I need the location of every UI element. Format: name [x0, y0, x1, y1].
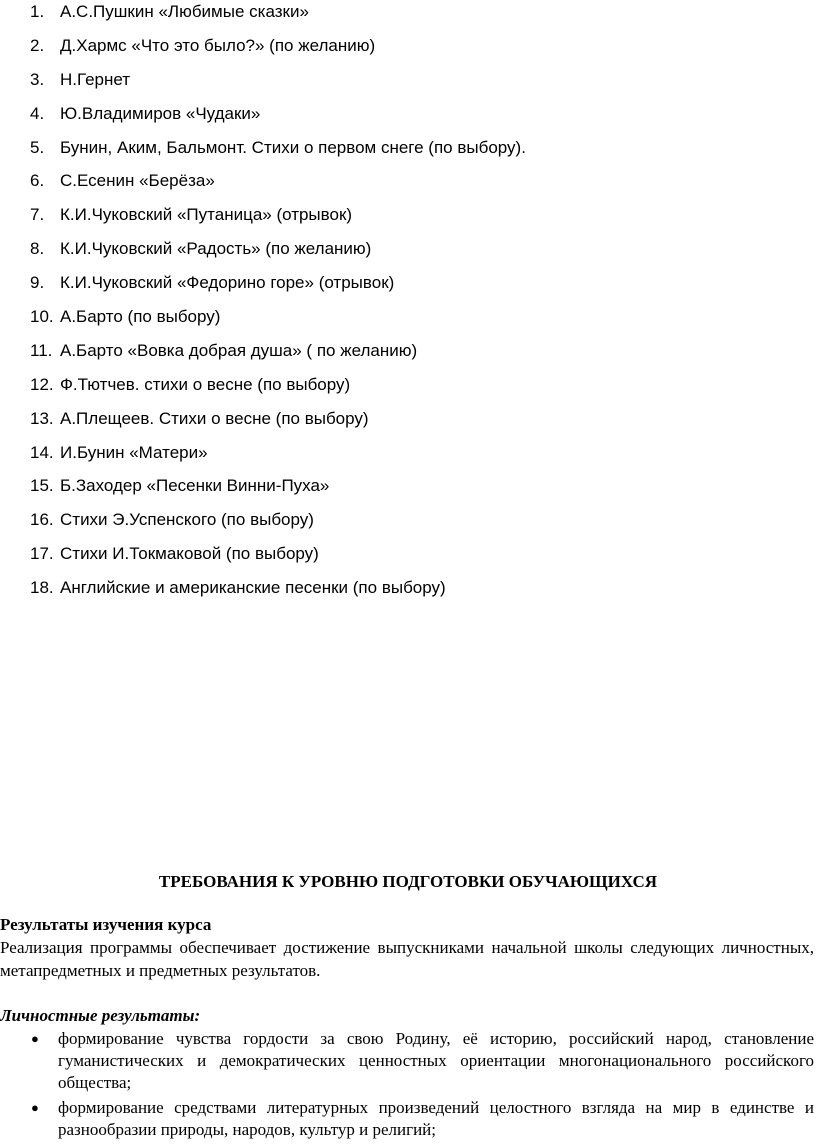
list-item-number: 5. [30, 137, 45, 157]
list-item-number: 11. [30, 340, 53, 360]
list-item-number: 1. [30, 2, 45, 21]
list-item-number: 3. [30, 69, 45, 89]
list-item-number: 7. [30, 205, 45, 225]
section-title: ТРЕБОВАНИЯ К УРОВНЮ ПОДГОТОВКИ ОБУЧАЮЩИХСЯ [158, 872, 658, 891]
reading-list [30, 0, 526, 610]
list-item [30, 542, 526, 576]
personal-results-heading: Личностные результаты: [0, 1006, 201, 1025]
list-item-text: Б.Заходер «Песенки Винни-Пуха» [60, 476, 330, 496]
list-item [30, 169, 526, 203]
list-item-number: 18. [30, 578, 54, 598]
list-item-text: формирование чувства гордости за свою Родину, её историю, российский народ, становление гуманистических и демократических ценностных ориентации многонационального российского общества; [58, 1029, 814, 1092]
list-item-text: Английские и американские песенки (по выбору) [60, 578, 446, 598]
list-item-text: А.Плещеев. Стихи о весне (по выбору) [60, 408, 369, 428]
list-item-text: Стихи И.Токмаковой (по выбору) [60, 544, 319, 564]
list-item-text: А.Барто (по выбору) [60, 307, 221, 327]
list-item-number: 8. [30, 239, 45, 259]
list-item-number: 14. [30, 442, 54, 462]
list-item-number: 2. [30, 35, 45, 55]
list-item [30, 68, 526, 102]
list-item [30, 136, 526, 170]
list-item-number: 9. [30, 273, 45, 293]
list-item-text: Стихи Э.Успенского (по выбору) [60, 510, 314, 530]
list-item [30, 203, 526, 237]
list-item-text: К.И.Чуковский «Федорино горе» (отрывок) [60, 273, 395, 293]
list-item [0, 1097, 814, 1141]
list-item [0, 1028, 814, 1094]
list-item [30, 271, 526, 305]
list-item [30, 441, 526, 475]
list-item-number: 12. [30, 374, 54, 394]
list-item-text: А.С.Пушкин «Любимые сказки» [60, 2, 309, 21]
list-item-text: Д.Хармс «Что это было?» (по желанию) [60, 35, 376, 55]
list-item-number: 16. [30, 510, 54, 530]
list-item [30, 305, 526, 339]
list-item-number: 13. [30, 408, 54, 428]
list-item [30, 34, 526, 68]
list-item-number: 15. [30, 476, 54, 496]
list-item [30, 237, 526, 271]
list-item-number: 4. [30, 103, 45, 123]
list-item [30, 0, 526, 34]
list-item [30, 102, 526, 136]
results-heading: Результаты изучения курса [0, 915, 212, 934]
intro-paragraph: Реализация программы обеспечивает достижение выпускниками начальной школы следующих личностных, метапредметных и предметных результатов. [0, 938, 814, 980]
bullet-icon: ● [31, 1031, 39, 1046]
list-item-text: Бунин, Аким, Бальмонт. Стихи о первом снеге (по выбору). [60, 137, 526, 157]
list-item [30, 373, 526, 407]
list-item-text: И.Бунин «Матери» [60, 442, 208, 462]
list-item-number: 17. [30, 544, 54, 564]
list-item-text: К.И.Чуковский «Путаница» (отрывок) [60, 205, 353, 225]
list-item [30, 508, 526, 542]
list-item-text: Ф.Тютчев. стихи о весне (по выбору) [60, 374, 351, 394]
bullet-icon: ● [31, 1100, 39, 1115]
list-item-text: формирование средствами литературных произведений целостного взгляда на мир в единстве и разнообразии природы, народов, культур и религий; [58, 1098, 814, 1139]
list-item-text: А.Барто «Вовка добрая душа» ( по желанию) [60, 340, 418, 360]
list-item-number: 6. [30, 171, 45, 191]
list-item [30, 407, 526, 441]
list-item-text: Ю.Владимиров «Чудаки» [60, 103, 261, 123]
list-item [30, 474, 526, 508]
list-item-text: Н.Гернет [60, 69, 131, 89]
list-item-text: К.И.Чуковский «Радость» (по желанию) [60, 239, 372, 259]
list-item-text: С.Есенин «Берёза» [60, 171, 215, 191]
list-item [30, 576, 526, 610]
personal-results-list [0, 1028, 814, 1144]
list-item-number: 10. [30, 307, 54, 327]
list-item [30, 339, 526, 373]
